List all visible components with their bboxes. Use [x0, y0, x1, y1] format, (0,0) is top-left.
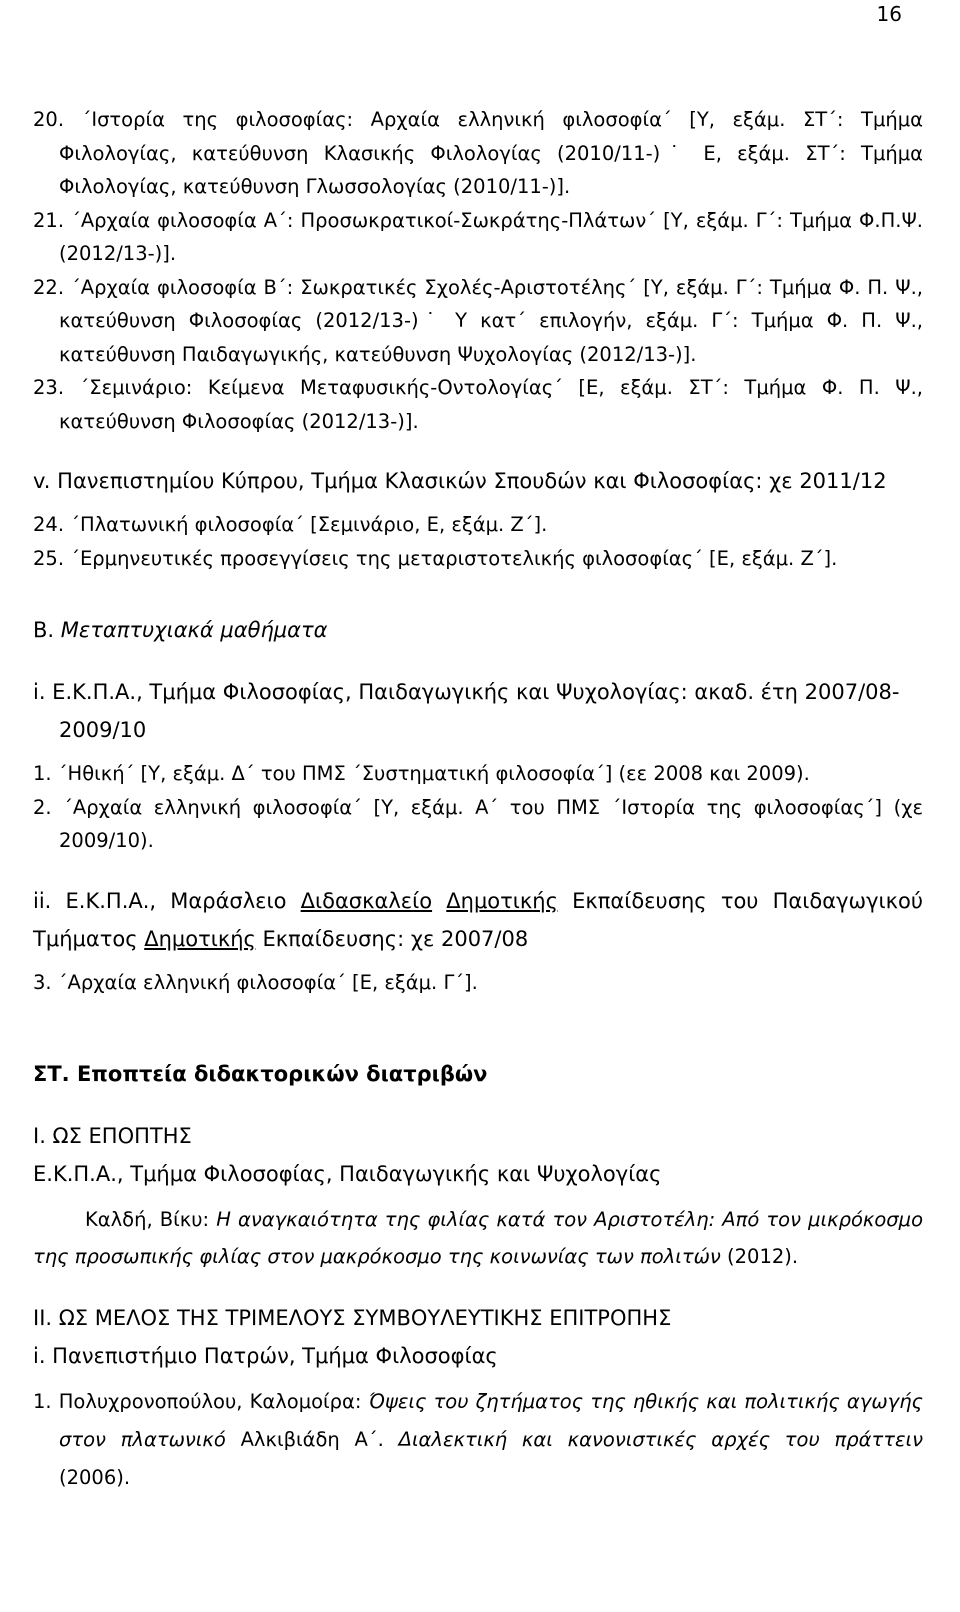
grad-course-item-1: 1. ΄Ηθική΄ [Υ, εξάμ. Δ΄ του ΠΜΣ ΄Συστηματική φιλοσοφία΄] (εε 2008 και 2009).	[33, 762, 810, 785]
document-body	[33, 103, 923, 1497]
section-v-heading: v. Πανεπιστημίου Κύπρου, Τμήμα Κλασικών Σπουδών και Φιλοσοφίας: χε 2011/12	[33, 469, 887, 493]
heading-underlined-text: Διδασκαλείο	[300, 888, 433, 913]
heading-text: ii. Ε.Κ.Π.Α., Μαράσλειο	[33, 888, 301, 913]
course-item-22: 22. ΄Αρχαία φιλοσοφία Β΄: Σωκρατικές Σχολές-Αριστοτέλης΄ [Υ, εξάμ. Γ΄: Τμήμα Φ. Π. Ψ., κατεύθυνση Φιλοσοφίας (2012/13-)˙ Υ κατ΄ επιλογήν, εξάμ. Γ΄: Τμήμα Φ. Π. Ψ., κατεύθυνση Παιδαγωγικής, κατεύθυνση Ψυχολογίας (2012/13-)].	[33, 275, 923, 366]
committee-heading: ΙΙ. ΩΣ ΜΕΛΟΣ ΤΗΣ ΤΡΙΜΕΛΟΥΣ ΣΥΜΒΟΥΛΕΥΤΙΚΗΣ ΕΠΙΤΡΟΠΗΣ	[33, 1306, 672, 1330]
thesis-year: (2012).	[720, 1245, 799, 1268]
heading-text	[432, 889, 446, 913]
grad-course-item-3: 3. ΄Αρχαία ελληνική φιλοσοφία΄ [Ε, εξάμ. Γ΄].	[33, 970, 478, 994]
committee-thesis-sep: .	[377, 1428, 399, 1451]
section-b-prefix: Β.	[33, 618, 61, 642]
heading-underlined-text: Δημοτικής	[144, 926, 256, 951]
committee-institution: i. Πανεπιστήμιο Πατρών, Τμήμα Φιλοσοφίας	[33, 1344, 498, 1368]
course-item-21: 21. ΄Αρχαία φιλοσοφία Α΄: Προσωκρατικοί-Σωκράτης-Πλάτων΄ [Υ, εξάμ. Γ΄: Τμήμα Φ.Π.Ψ. (2012/13-)].	[33, 208, 923, 265]
section-b-i-heading: i. Ε.Κ.Π.Α., Τμήμα Φιλοσοφίας, Παιδαγωγικής και Ψυχολογίας: ακαδ. έτη 2007/08-2009/10	[33, 680, 900, 742]
heading-text: Εκπαίδευσης: χε 2007/08	[255, 926, 529, 951]
heading-text: Εκπαίδευσης του Παιδαγωγικού Τμήματος	[33, 888, 923, 951]
committee-thesis-title: Όψεις του ζητήματος της ηθικής και πολιτικής αγωγής στον πλατωνικό	[59, 1390, 923, 1451]
committee-thesis-year: (2006).	[59, 1466, 131, 1489]
committee-thesis-author: 1. Πολυχρονοπούλου, Καλομοίρα:	[33, 1390, 369, 1413]
thesis-author: Καλδή, Βίκυ:	[85, 1208, 217, 1231]
grad-course-item-2: 2. ΄Αρχαία ελληνική φιλοσοφία΄ [Υ, εξάμ. Α΄ του ΠΜΣ ΄Ιστορία της φιλοσοφίας΄] (χε 2009/10).	[33, 795, 923, 852]
committee-thesis-subtitle: Διαλεκτική και κανονιστικές αρχές του πράττειν	[398, 1428, 924, 1451]
section-st-heading: ΣΤ. Εποπτεία διδακτορικών διατριβών	[33, 1062, 488, 1086]
course-item-24: 24. ΄Πλατωνική φιλοσοφία΄ [Σεμινάριο, Ε, εξάμ. Ζ΄].	[33, 513, 548, 536]
supervisor-institution: Ε.Κ.Π.Α., Τμήμα Φιλοσοφίας, Παιδαγωγικής και Ψυχολογίας	[33, 1162, 662, 1186]
thesis-title: Η αναγκαιότητα της φιλίας κατά τον Αριστοτέλη: Από τον μικρόκοσμο της προσωπικής φιλίας στον μακρόκοσμο της κοινωνίας των πολιτών	[33, 1208, 924, 1268]
course-item-23: 23. ΄Σεμινάριο: Κείμενα Μεταφυσικής-Οντολογίας΄ [Ε, εξάμ. ΣΤ΄: Τμήμα Φ. Π. Ψ., κατεύθυνση Φιλοσοφίας (2012/13-)].	[33, 376, 923, 433]
supervisor-heading: Ι. ΩΣ ΕΠΟΠΤΗΣ	[33, 1124, 192, 1148]
committee-thesis-plain: Αλκιβιάδη Α΄	[240, 1428, 378, 1451]
section-b-ii-heading	[33, 882, 923, 958]
section-b-heading	[33, 611, 923, 649]
course-item-25: 25. ΄Ερμηνευτικές προσεγγίσεις της μεταριστοτελικής φιλοσοφίας΄ [Ε, εξάμ. Ζ΄].	[33, 546, 838, 570]
heading-underlined-text: Δημοτικής	[446, 888, 558, 913]
supervised-thesis	[33, 1201, 923, 1275]
course-item-20: 20. ΄Ιστορία της φιλοσοφίας: Αρχαία ελληνική φιλοσοφία΄ [Υ, εξάμ. ΣΤ΄: Τμήμα Φιλολογίας, κατεύθυνση Κλασικής Φιλολογίας (2010/11-)˙ Ε, εξάμ. ΣΤ΄: Τμήμα Φιλολογίας, κατεύθυνση Γλωσσολογίας (2010/11-)].	[33, 108, 923, 198]
committee-thesis	[33, 1383, 923, 1497]
page-number: 16	[876, 2, 902, 26]
section-b-title: Μεταπτυχιακά μαθήματα	[60, 618, 328, 642]
